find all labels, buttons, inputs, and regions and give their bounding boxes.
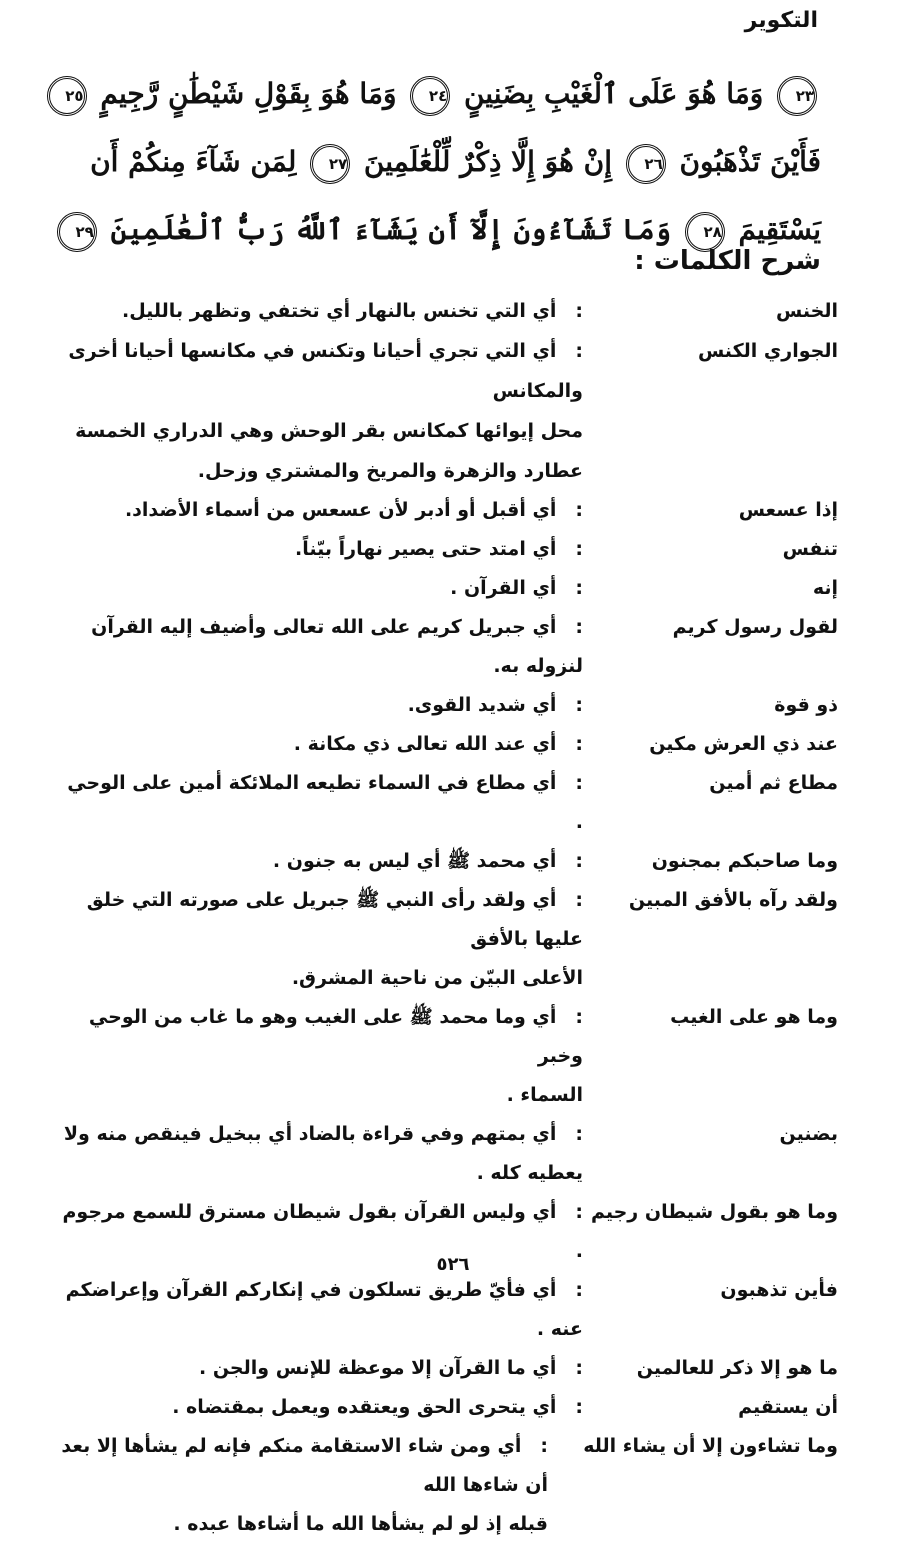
colon-separator: : [575,616,583,638]
colon-separator: : [575,1123,583,1145]
definition-term: ذو قوة [774,694,838,716]
definition-row [60,764,838,842]
definition-term: وما هو على الغيب [670,1006,838,1028]
ayah-number-marker: ٢٥ [47,76,87,116]
colon-separator: : [540,1435,548,1457]
definition-row [60,725,838,764]
colon-separator: : [575,850,583,872]
colon-separator: : [575,340,583,362]
definition-term: لقول رسول كريم [672,616,838,638]
colon-separator: : [575,889,583,911]
definition-meaning: أي القرآن . [450,577,557,599]
definition-row [60,1388,838,1427]
definition-continuation: السماء . [506,1084,583,1106]
definition-meaning: أي عند الله تعالى ذي مكانة . [293,733,557,755]
definition-meaning: أي محمد ﷺ أي ليس به جنون . [272,850,557,872]
definition-term: عند ذي العرش مكين [649,733,838,755]
definition-meaning: أي امتد حتى يصير نهاراً بيّناً. [295,538,557,560]
ayah-text: لِمَن شَآءَ مِنكُمْ أَن [90,145,297,178]
ayah-number-marker: ٢٩ [57,212,97,252]
definition-row [60,1271,838,1349]
definition-term: فأين تذهبون [720,1279,838,1301]
definition-row [60,1115,838,1193]
definition-row [60,998,838,1115]
ayah-text: وَمَا هُوَ بِقَوْلِ شَيْطَٰنٍ رَّجِيمٍ [100,77,397,110]
definition-meaning: أي التي تخنس بالنهار أي تختفي وتظهر بالليل. [121,300,557,322]
definition-term: أن يستقيم [738,1396,838,1418]
colon-separator: : [575,772,583,794]
definition-term: بضنين [779,1123,838,1145]
definition-term: وما صاحبكم بمجنون [651,850,838,872]
definition-row [60,1427,838,1544]
definition-meaning: أي التي تجري أحيانا وتكنس في مكانسها أحيانا أخرى والمكانس [68,340,583,402]
definition-meaning: أي ما القرآن إلا موعظة للإنس والجن . [199,1357,557,1379]
colon-separator: : [575,1357,583,1379]
definition-term: إذا عسعس [738,499,838,521]
quran-verses-block [65,60,821,264]
colon-separator: : [575,1396,583,1418]
definition-continuation: الأعلى البيّن من ناحية المشرق. [291,967,583,989]
definition-term: مطاع ثم أمين [709,772,838,794]
definition-term: ما هو إلا ذكر للعالمين [636,1357,838,1379]
definition-meaning: أي بمتهم وفي قراءة بالضاد أي ببخيل فينقص منه ولا يعطيه كله . [63,1123,583,1184]
surah-header: التكوير [744,8,818,33]
ayah-line [90,128,821,196]
ayah-number-marker: ٢٧ [310,144,350,184]
ayah-number-marker: ٢٦ [626,144,666,184]
ayah-number-marker: ٢٤ [410,76,450,116]
definition-row [60,331,838,491]
ayah-number-marker: ٢٨ [685,212,725,252]
definition-continuation: قبله إذ لو لم يشأها الله ما أشاءها عبده . [173,1513,548,1535]
definition-term: الجواري الكنس [697,340,838,362]
colon-separator: : [575,499,583,521]
ayah-text: يَسْتَقِيمَ [738,213,821,246]
definition-continuation: محل إيوائها كمكانس بقر الوحش وهي الدراري الخمسة عطارد والزهرة والمريخ والمشتري وزحل. [75,420,583,482]
definition-row [60,608,838,686]
ayah-line [65,60,821,128]
definition-meaning: أي وليس القرآن بقول شيطان مسترق للسمع مرجوم . [62,1201,583,1262]
definition-row [60,292,838,331]
ayah-text: وَمَا هُوَ عَلَى ٱلْغَيْبِ بِضَنِينٍ [463,77,764,110]
ayah-text: فَأَيْنَ تَذْهَبُونَ [679,145,821,178]
colon-separator: : [575,538,583,560]
definition-meaning: أي شديد القوى. [407,694,557,716]
section-title: شرح الكلمات : [634,246,821,276]
definition-row [60,686,838,725]
definition-term: وما هو بقول شيطان رجيم [590,1201,838,1223]
colon-separator: : [575,1006,583,1028]
definition-meaning: أي أقبل أو أدبر لأن عسعس من أسماء الأضداد. [124,499,557,521]
definition-term: الخنس [776,300,838,322]
colon-separator: : [575,300,583,322]
definition-row [60,569,838,608]
definition-term: إنه [812,577,838,599]
definitions-list [60,292,838,1544]
colon-separator: : [575,733,583,755]
colon-separator: : [575,1201,583,1223]
definition-term: وما تشاءون إلا أن يشاء الله [583,1435,838,1457]
definition-row [60,1349,838,1388]
definition-row [60,530,838,569]
definition-term: تنفس [782,538,838,560]
definition-term: ولقد رآه بالأفق المبين [628,889,838,911]
definition-meaning: أي يتحرى الحق ويعتقده ويعمل بمقتضاه . [172,1396,557,1418]
colon-separator: : [575,577,583,599]
definition-row [60,491,838,530]
definition-meaning: أي مطاع في السماء تطيعه الملائكة أمين على الوحي . [67,772,583,833]
definition-meaning: أي فأيّ طريق تسلكون في إنكاركم القرآن وإعراضكم عنه . [65,1279,583,1340]
definition-row [60,881,838,998]
definition-meaning: أي جبريل كريم على الله تعالى وأضيف إليه القرآن لنزوله به. [91,616,583,677]
definition-row [60,842,838,881]
ayah-text: وَمَا تَشَآءُونَ إِلَّآ أَن يَشَآءَ ٱللَّهُ رَبُّ ٱلْعَٰلَمِينَ [110,213,672,246]
colon-separator: : [575,694,583,716]
definition-meaning: أي وما محمد ﷺ على الغيب وهو ما غاب من الوحي وخبر [88,1006,583,1067]
page-number: ٥٢٦ [436,1254,470,1275]
definition-meaning: أي ومن شاء الاستقامة منكم فإنه لم يشأها إلا بعد أن شاءها الله [61,1435,548,1496]
definition-meaning: أي ولقد رأى النبي ﷺ جبريل على صورته التي خلق عليها بالأفق [86,889,583,950]
ayah-text: إِنْ هُوَ إِلَّا ذِكْرٌ لِّلْعَٰلَمِينَ [363,145,612,178]
colon-separator: : [575,1279,583,1301]
ayah-number-marker: ٢٣ [777,76,817,116]
